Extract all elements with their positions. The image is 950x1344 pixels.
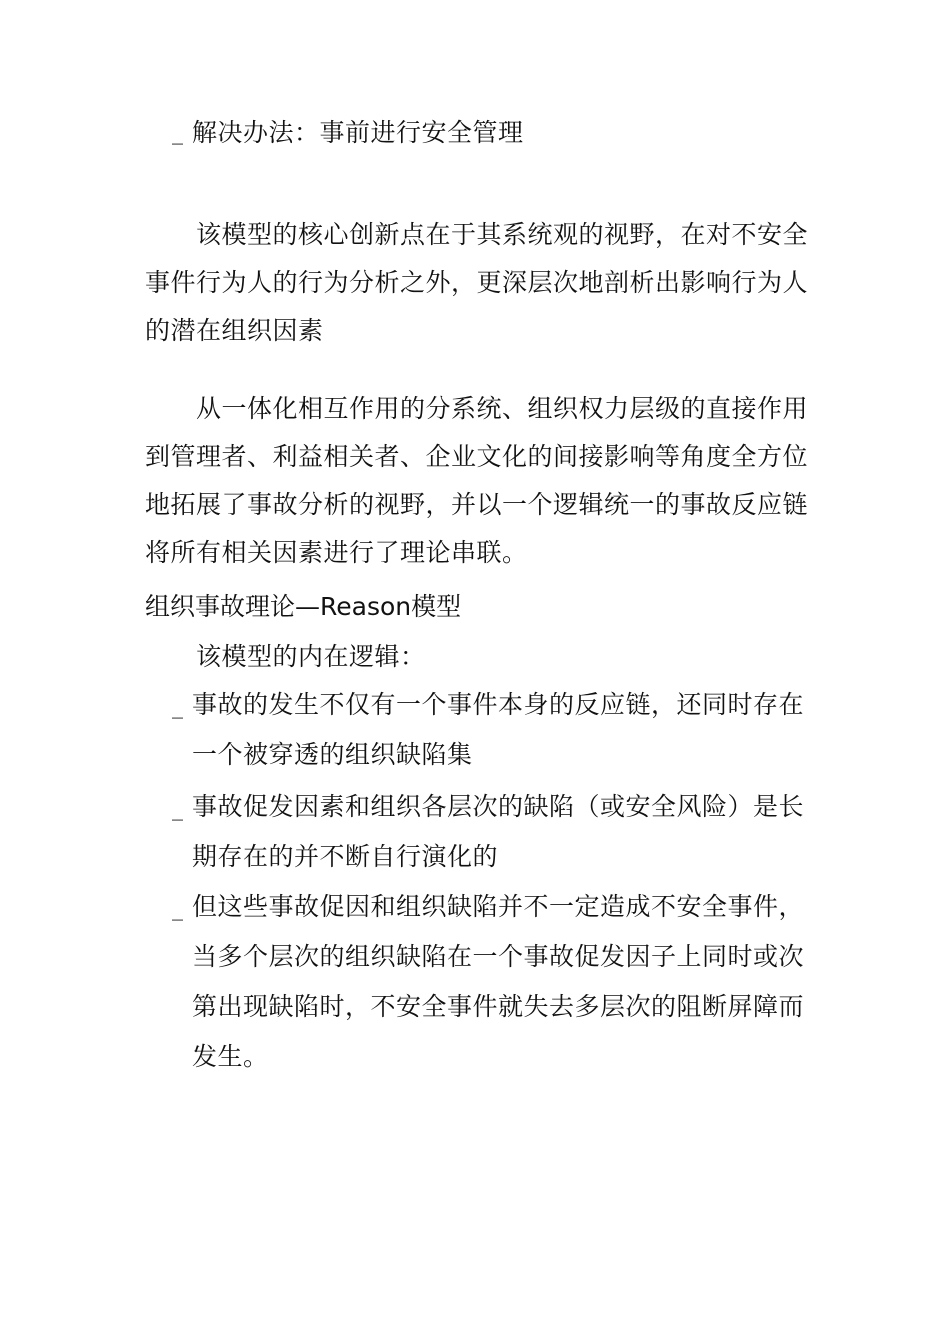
bullet1-line-2: 一个被穿透的组织缺陷集 [192, 740, 473, 769]
bullet3-line-4: 发生。 [192, 1042, 269, 1071]
paragraph1-line-3: 的潜在组织因素 [145, 316, 324, 345]
bullet1-line-1: 事故的发生不仅有一个事件本身的反应链，还同时存在 [192, 690, 805, 719]
bullet-marker: _ [172, 796, 183, 821]
bullet3-line-3: 第出现缺陷时，不安全事件就失去多层次的阻断屏障而 [192, 992, 805, 1021]
bullet3-line-1: 但这些事故促因和组织缺陷并不一定造成不安全事件， [192, 892, 805, 921]
paragraph2-line-2: 到管理者、利益相关者、企业文化的间接影响等角度全方位 [145, 442, 809, 471]
paragraph2-line-3: 地拓展了事故分析的视野，并以一个逻辑统一的事故反应链 [145, 490, 809, 519]
paragraph1-line-2: 事件行为人的行为分析之外，更深层次地剖析出影响行为人 [145, 268, 809, 297]
intro-line: 该模型的内在逻辑： [196, 642, 426, 671]
bullet-marker: _ [172, 694, 183, 719]
paragraph2-line-1: 从一体化相互作用的分系统、组织权力层级的直接作用 [196, 394, 809, 423]
bullet-marker: _ [172, 120, 183, 145]
bullet2-line-1: 事故促发因素和组织各层次的缺陷（或安全风险）是长 [192, 792, 805, 821]
top-item: 解决办法：事前进行安全管理 [192, 118, 524, 147]
bullet3-line-2: 当多个层次的组织缺陷在一个事故促发因子上同时或次 [192, 942, 805, 971]
paragraph2-line-4: 将所有相关因素进行了理论串联。 [145, 538, 528, 567]
section-heading: 组织事故理论—Reason模型 [145, 592, 462, 621]
paragraph1-line-1: 该模型的核心创新点在于其系统观的视野，在对不安全 [196, 220, 809, 249]
bullet-marker: _ [172, 896, 183, 921]
bullet2-line-2: 期存在的并不断自行演化的 [192, 842, 499, 871]
